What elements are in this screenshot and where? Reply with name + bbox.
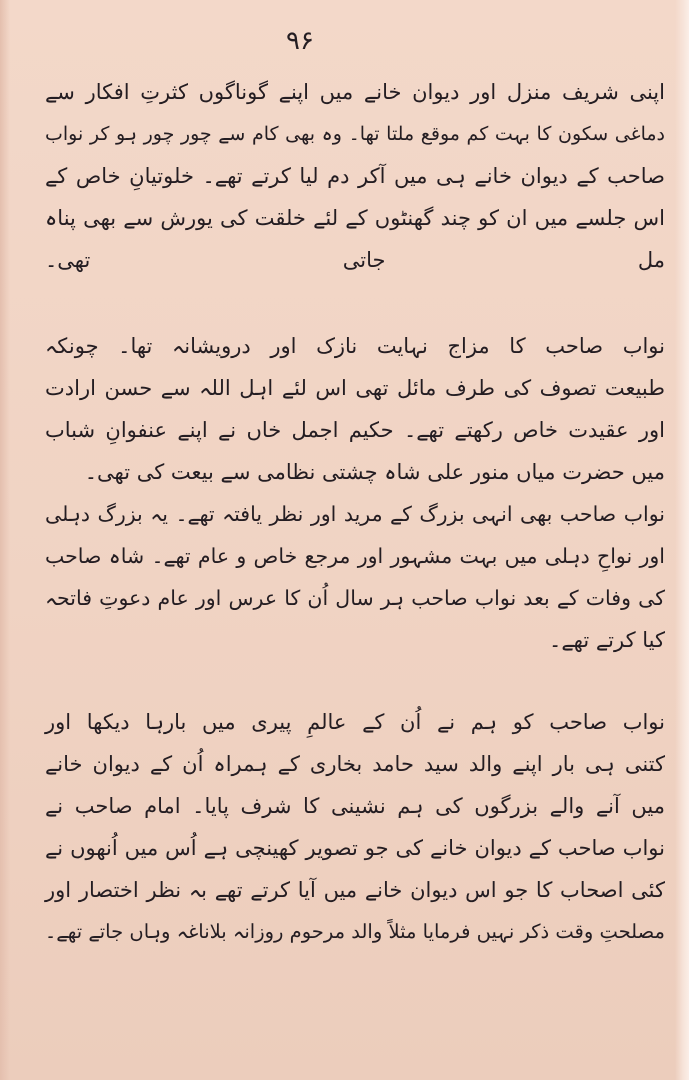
text-line: میں حضرت میاں منور علی شاہ چشتی نظامی سے بیعت کی تھی۔ [84, 460, 665, 484]
text-line: کیا کرتے تھے۔ [549, 628, 665, 652]
text-line: دماغی سکون کا بہت کم موقع ملتا تھا۔ وہ بھی کام سے چور چور ہو کر نواب [45, 123, 665, 145]
text-line: اور نواحِ دہلی میں بہت مشہور اور مرجع خاص و عام تھے۔ شاہ صاحب [45, 544, 665, 568]
text-line: کی وفات کے بعد نواب صاحب ہر سال اُن کا عرس اور عام دعوتِ فاتحہ [45, 586, 665, 610]
text-line: نواب صاحب کو ہم نے اُن کے عالمِ پیری میں بارہا دیکھا اور [45, 710, 665, 734]
text-line: طبیعت تصوف کی طرف مائل تھی اس لئے اہل اللہ سے حسن ارادت [45, 376, 665, 400]
text-line: نواب صاحب کا مزاج نہایت نازک اور درویشانہ تھا۔ چونکہ [45, 334, 665, 358]
text-line: مصلحتِ وقت ذکر نہیں فرمایا مثلاً والد مرحوم روزانہ بلاناغہ وہاں جاتے تھے۔ [44, 920, 665, 943]
text-line: صاحب کے دیوان خانے ہی میں آکر دم لیا کرتے تھے۔ خلوتیانِ خاص کے [45, 164, 665, 188]
text-line: میں آنے والے بزرگوں کی ہم نشینی کا شرف پایا۔ امام صاحب نے [45, 794, 665, 818]
text-line: مل جاتی تھی۔ [45, 248, 665, 272]
text-line: کتنی ہی بار اپنے والد سید حامد بخاری کے ہمراہ اُن کے دیوان خانے [45, 752, 665, 776]
text-line: اس جلسے میں ان کو چند گھنٹوں کے لئے خلقت کی یورش سے بھی پناہ [45, 206, 665, 230]
page-number: ۹۶ [286, 26, 314, 56]
page-edge-shadow [0, 0, 10, 1080]
text-line: نواب صاحب کے دیوان خانے کی جو تصویر کھینچی ہے اُس میں اُنھوں نے [45, 836, 665, 860]
page-gutter [675, 0, 689, 1080]
text-line: نواب صاحب بھی انہی بزرگ کے مرید اور نظر یافتہ تھے۔ یہ بزرگ دہلی [45, 502, 665, 526]
text-line: اور عقیدت خاص رکھتے تھے۔ حکیم اجمل خاں نے اپنے عنفوانِ شباب [45, 418, 665, 442]
text-line: اپنی شریف منزل اور دیوان خانے میں اپنے گوناگوں کثرتِ افکار سے [45, 80, 665, 104]
text-line: کئی اصحاب کا جو اس دیوان خانے میں آیا کرتے تھے بہ نظر اختصار اور [45, 878, 665, 902]
